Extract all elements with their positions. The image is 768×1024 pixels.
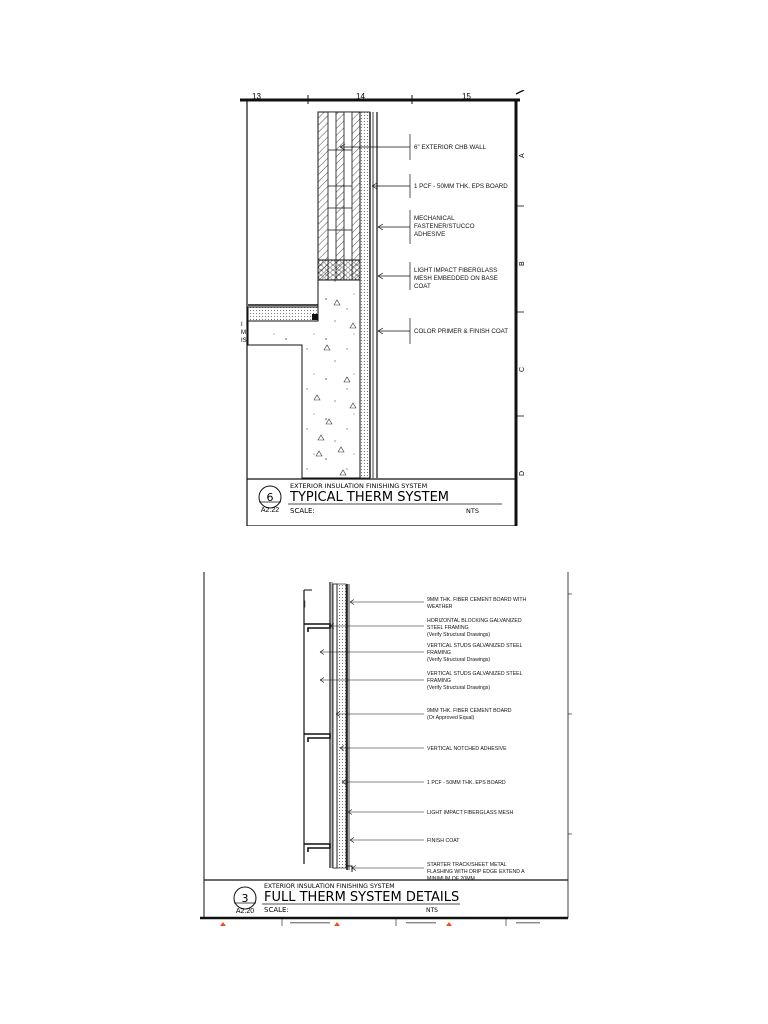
- callout-label: ADHESIVE: [414, 231, 446, 238]
- callout-label: MESH EMBEDDED ON BASE: [414, 275, 498, 282]
- warning-marker-icon: [446, 922, 452, 926]
- callout-label: FLASHING WITH DRIP EDGE EXTEND A: [427, 869, 525, 875]
- detail-number: 6: [266, 491, 274, 504]
- callout-label: MECHANICAL: [414, 215, 455, 222]
- callout-label: STARTER TRACK/SHEET METAL: [427, 862, 507, 868]
- warning-marker-icon: [334, 922, 340, 926]
- grid-column-label: 13: [252, 92, 261, 101]
- detail-sheet-typical-therm: [240, 90, 530, 526]
- callout-label: MINIMUM OF 20MM: [427, 876, 475, 882]
- grid-row-label: D: [519, 470, 526, 476]
- eps-board-layers: [360, 112, 377, 478]
- callout-group: [414, 144, 508, 335]
- callout-label: FRAMING: [427, 678, 451, 684]
- callout-label: STEEL FRAMING: [427, 625, 469, 631]
- callout-label: 9MM THK. FIBER CEMENT BOARD: [427, 708, 512, 714]
- chb-wall: [318, 112, 360, 280]
- callout-label: VERTICAL STUDS GALVANIZED STEEL: [427, 671, 523, 677]
- callout-label: VERTICAL STUDS GALVANIZED STEEL: [427, 643, 523, 649]
- callout-label: WEATHER: [427, 604, 453, 610]
- callout-label: (Verify Structural Drawings): [427, 685, 491, 691]
- callout-label: 9MM THK. FIBER CEMENT BOARD WITH: [427, 597, 527, 603]
- callout-label: (Verify Structural Drawings): [427, 632, 491, 638]
- title-block: [247, 479, 516, 515]
- cut-off-text: M: [241, 330, 246, 336]
- callout-label: 1 PCF - 50MM THK. EPS BOARD: [414, 183, 508, 190]
- cut-off-text: I: [241, 322, 243, 328]
- detail-title: FULL THERM SYSTEM DETAILS: [264, 890, 460, 905]
- sheet-reference: A2.22: [260, 507, 280, 514]
- scale-value: NTS: [466, 507, 479, 515]
- callout-label: 1 PCF - 50MM THK. EPS BOARD: [427, 780, 506, 786]
- floor-slab: [248, 280, 360, 478]
- callout-label: LIGHT IMPACT FIBERGLASS: [414, 267, 498, 274]
- grid-column-label: 14: [356, 92, 365, 101]
- callout-group: [427, 597, 526, 882]
- detail-sheet-full-therm: [200, 572, 572, 928]
- callout-label: (Verify Structural Drawings): [427, 657, 491, 663]
- callout-label: COLOR PRIMER & FINISH COAT: [414, 328, 509, 335]
- svg-text:|: |: [304, 601, 306, 608]
- detail-title: TYPICAL THERM SYSTEM: [290, 490, 450, 505]
- title-block: [204, 880, 568, 915]
- callout-label: 6" EXTERIOR CHB WALL: [414, 144, 487, 151]
- footer-strip: [200, 918, 568, 926]
- steel-framing: [304, 582, 332, 868]
- grid-row-label: C: [519, 366, 526, 372]
- callout-label: COAT: [414, 283, 431, 290]
- scale-label: SCALE:: [290, 507, 315, 515]
- full-therm-drawing: [200, 572, 572, 928]
- callout-label: FASTENER/STUCCO: [414, 223, 475, 230]
- sheet-reference: A2.20: [235, 908, 255, 915]
- warning-marker-icon: [220, 922, 226, 926]
- cut-off-text: IS: [241, 338, 247, 344]
- detail-number: 3: [241, 892, 249, 905]
- callout-label: FRAMING: [427, 650, 451, 656]
- callout-label: VERTICAL NOTCHED ADHESIVE: [427, 746, 507, 752]
- callout-label: HORIZONTAL BLOCKING GALVANIZED: [427, 618, 522, 624]
- detail-subtitle: EXTERIOR INSULATION FINISHING SYSTEM: [264, 883, 395, 890]
- grid-row-label: A: [519, 153, 526, 158]
- grid-row-label: B: [519, 261, 526, 266]
- grid-column-label: 15: [462, 92, 471, 101]
- scale-value: NTS: [426, 907, 438, 914]
- board-layers: [333, 584, 352, 872]
- callout-label: (Or Approved Equal): [427, 715, 475, 721]
- callout-label: LIGHT IMPACT FIBERGLASS MESH: [427, 810, 514, 816]
- callout-label: FINISH COAT: [427, 838, 460, 844]
- typical-therm-drawing: [240, 90, 530, 526]
- detail-subtitle: EXTERIOR INSULATION FINISHING SYSTEM: [290, 482, 428, 490]
- scale-label: SCALE:: [264, 906, 289, 914]
